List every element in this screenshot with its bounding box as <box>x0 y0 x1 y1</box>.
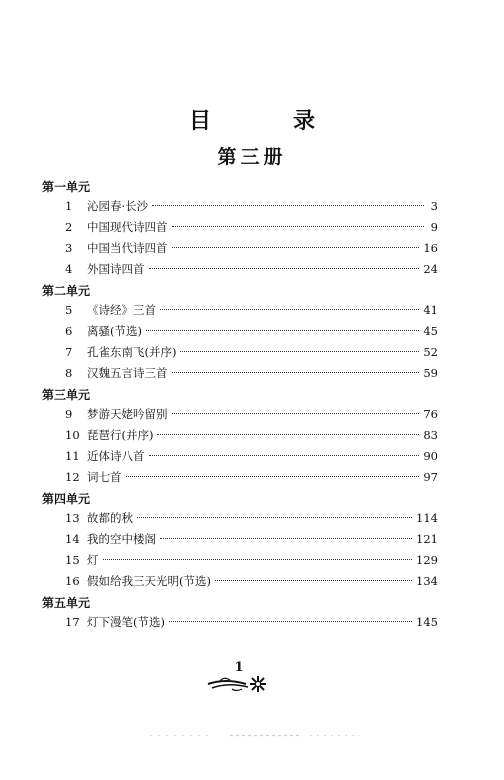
table-of-contents <box>42 176 438 633</box>
dot-leader <box>126 476 420 477</box>
toc-entry[interactable] <box>42 259 438 280</box>
dot-leader <box>215 580 412 581</box>
toc-entry[interactable] <box>42 217 438 238</box>
toc-entry[interactable] <box>42 342 438 363</box>
entry-page-number: 97 <box>423 470 438 484</box>
entry-title: 近体诗八首 <box>87 449 145 463</box>
entry-number: 4 <box>65 262 73 276</box>
toc-entry[interactable] <box>42 508 438 529</box>
toc-entry[interactable] <box>42 363 438 384</box>
entry-page-number: 114 <box>416 511 438 525</box>
toc-entry[interactable] <box>42 612 438 633</box>
entry-number: 11 <box>65 449 80 463</box>
entry-title: 假如给我三天光明(节选) <box>87 574 211 588</box>
toc-entry[interactable] <box>42 446 438 467</box>
scan-noise <box>150 734 360 737</box>
dot-leader <box>149 268 420 269</box>
dot-leader <box>146 330 419 331</box>
entry-number: 10 <box>65 428 80 442</box>
entry-page-number: 59 <box>423 366 438 380</box>
entry-page-number: 3 <box>430 199 438 213</box>
toc-entry[interactable] <box>42 321 438 342</box>
entry-page-number: 52 <box>423 345 438 359</box>
entry-number: 8 <box>65 366 73 380</box>
unit-heading: 第三单元 <box>42 388 91 402</box>
entry-page-number: 45 <box>423 324 438 338</box>
entry-number: 1 <box>65 199 73 213</box>
entry-title: 中国当代诗四首 <box>87 241 168 255</box>
entry-page-number: 16 <box>423 241 438 255</box>
entry-page-number: 76 <box>423 407 438 421</box>
toc-entry[interactable] <box>42 404 438 425</box>
dot-leader <box>137 517 412 518</box>
entry-number: 16 <box>65 574 80 588</box>
entry-page-number: 9 <box>430 220 438 234</box>
entry-number: 12 <box>65 470 80 484</box>
entry-number: 3 <box>65 241 73 255</box>
entry-title: 中国现代诗四首 <box>87 220 168 234</box>
unit-heading: 第四单元 <box>42 492 91 506</box>
toc-entry[interactable] <box>42 300 438 321</box>
toc-entry[interactable] <box>42 238 438 259</box>
toc-entry[interactable] <box>42 425 438 446</box>
dot-leader <box>157 434 419 435</box>
entry-number: 17 <box>65 615 80 629</box>
page-footer <box>206 660 272 694</box>
page-number: 1 <box>234 660 244 675</box>
dot-leader <box>172 413 420 414</box>
entry-number: 14 <box>65 532 80 546</box>
toc-entry[interactable] <box>42 196 438 217</box>
entry-title: 外国诗四首 <box>87 262 145 276</box>
page-title: 目 录 <box>188 109 345 134</box>
entry-title: 词七首 <box>87 470 122 484</box>
entry-title: 灯 <box>87 553 99 567</box>
entry-title: 我的空中楼阁 <box>87 532 156 546</box>
dot-leader <box>160 538 412 539</box>
dot-leader <box>172 226 425 227</box>
dot-leader <box>180 351 419 352</box>
dot-leader <box>160 309 419 310</box>
entry-number: 2 <box>65 220 73 234</box>
toc-entry[interactable] <box>42 467 438 488</box>
unit-heading: 第二单元 <box>42 284 91 298</box>
entry-page-number: 90 <box>423 449 438 463</box>
volume-subtitle: 第三册 <box>217 146 287 168</box>
dot-leader <box>103 559 413 560</box>
entry-number: 9 <box>65 407 73 421</box>
entry-page-number: 83 <box>423 428 438 442</box>
toc-entry[interactable] <box>42 529 438 550</box>
dot-leader <box>172 372 420 373</box>
entry-page-number: 145 <box>416 615 438 629</box>
entry-title: 灯下漫笔(节选) <box>87 615 165 629</box>
dot-leader <box>152 205 424 206</box>
dot-leader <box>149 455 420 456</box>
dot-leader <box>169 621 412 622</box>
dot-leader <box>172 247 420 248</box>
entry-page-number: 134 <box>416 574 438 588</box>
entry-title: 梦游天姥吟留别 <box>87 407 168 421</box>
entry-title: 故都的秋 <box>87 511 133 525</box>
entry-title: 琵琶行(并序) <box>87 428 154 442</box>
unit-heading: 第一单元 <box>42 180 91 194</box>
entry-number: 6 <box>65 324 73 338</box>
unit-heading: 第五单元 <box>42 596 91 610</box>
flower-ornament-icon <box>206 672 272 694</box>
entry-number: 15 <box>65 553 80 567</box>
toc-entry[interactable] <box>42 571 438 592</box>
entry-page-number: 24 <box>423 262 438 276</box>
entry-title: 离骚(节选) <box>87 324 142 338</box>
entry-page-number: 129 <box>416 553 438 567</box>
entry-number: 5 <box>65 303 73 317</box>
entry-title: 沁园春·长沙 <box>87 199 149 213</box>
entry-title: 《诗经》三首 <box>87 303 156 317</box>
entry-page-number: 121 <box>416 532 438 546</box>
entry-number: 7 <box>65 345 73 359</box>
entry-page-number: 41 <box>423 303 438 317</box>
entry-number: 13 <box>65 511 80 525</box>
entry-title: 汉魏五言诗三首 <box>87 366 168 380</box>
toc-entry[interactable] <box>42 550 438 571</box>
entry-title: 孔雀东南飞(并序) <box>87 345 177 359</box>
